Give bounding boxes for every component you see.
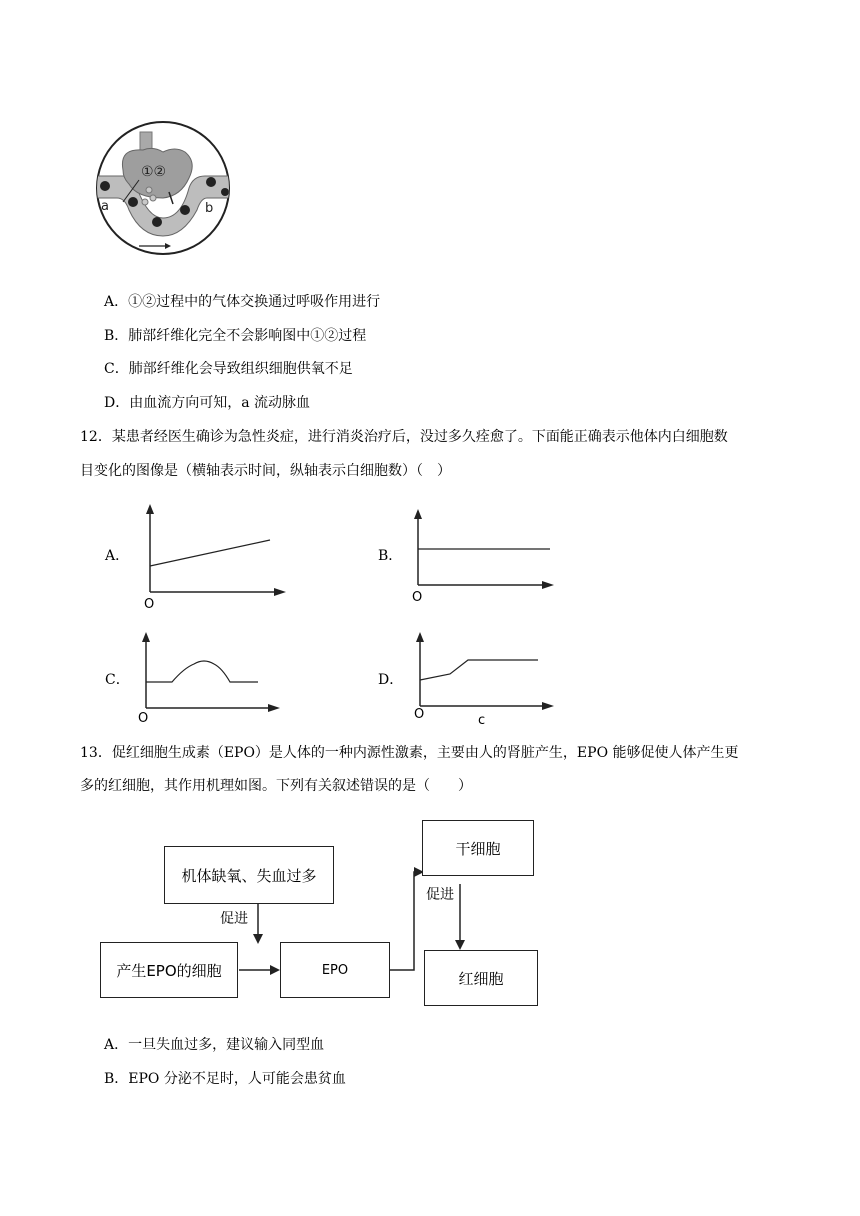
graph-c-curve — [146, 661, 258, 682]
epo-producer-box: 产生EPO的细胞 — [100, 942, 238, 998]
q13-option-a: A．一旦失血过多，建议输入同型血 — [104, 1037, 325, 1053]
stem-cell-box: 干细胞 — [422, 820, 534, 876]
q11-option-b: B．肺部纤维化完全不会影响图中①②过程 — [104, 328, 367, 344]
graph-d-tick: c — [478, 713, 486, 728]
q11-option-a: A．①②过程中的气体交换通过呼吸作用进行 — [104, 294, 381, 310]
hypoxia-box: 机体缺氧、失血过多 — [164, 846, 334, 904]
q11-option-d: D．由血流方向可知，a 流动脉血 — [104, 395, 311, 411]
promote-label-1: 促进 — [220, 911, 248, 927]
graph-c — [136, 628, 286, 728]
graph-a-label: A． — [105, 548, 130, 564]
graph-d-label: D． — [378, 672, 404, 688]
q12-stem-line2: 目变化的图像是（横轴表示时间，纵轴表示白细胞数）（ ） — [80, 463, 451, 479]
graph-d-curve — [420, 660, 538, 680]
label-b: b — [205, 201, 214, 216]
q11-option-c: C．肺部纤维化会导致组织细胞供氧不足 — [104, 361, 353, 377]
label-a: a — [101, 199, 109, 214]
alveolus-figure — [93, 118, 233, 258]
q13-stem-line2: 多的红细胞，其作用机理如图。下列有关叙述错误的是（ ） — [80, 778, 472, 794]
graph-a-curve — [150, 540, 270, 566]
epo-diagram — [96, 816, 556, 1006]
q13-option-b: B．EPO 分泌不足时，人可能会患贫血 — [104, 1071, 346, 1087]
red-blood-cell-box: 红细胞 — [424, 950, 538, 1006]
q12-stem-line1: 12．某患者经医生确诊为急性炎症，进行消炎治疗后，没过多久痊愈了。下面能正确表示他体内白细胞数 — [80, 429, 728, 445]
process-label: ①② — [141, 164, 167, 180]
promote-label-2: 促进 — [426, 887, 454, 903]
q13-stem-line1: 13．促红细胞生成素（EPO）是人体的一种内源性激素，主要由人的肾脏产生，EPO 能够促使人体产生更 — [80, 745, 739, 761]
graph-d — [410, 628, 560, 728]
graph-b — [410, 505, 560, 610]
graph-a — [140, 500, 290, 610]
graph-c-label: C． — [105, 672, 130, 688]
epo-box: EPO — [280, 942, 390, 998]
graph-b-origin: O — [412, 590, 423, 605]
graph-c-origin: O — [138, 711, 149, 726]
graph-d-origin: O — [414, 707, 425, 722]
graph-a-origin: O — [144, 597, 155, 610]
graph-b-label: B． — [378, 548, 403, 564]
